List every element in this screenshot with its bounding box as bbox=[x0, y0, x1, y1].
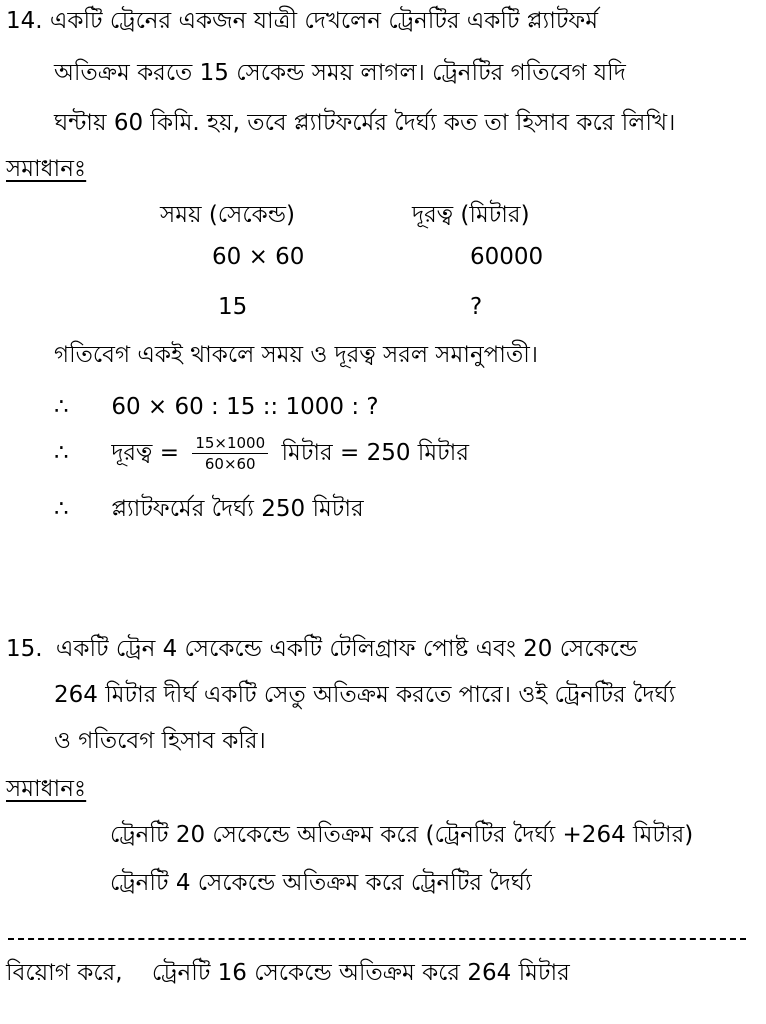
problem-14-solution-heading: সমাধানঃ bbox=[6, 156, 87, 182]
proportionality-statement: গতিবেগ একই থাকলে সময় ও দূরত্ব সরল সমানুপাতী। bbox=[54, 342, 539, 368]
table-header-time: সময় (সেকেন্ড) bbox=[160, 202, 295, 228]
distance-result: মিটার = 250 মিটার bbox=[281, 440, 469, 466]
subtraction-line bbox=[6, 958, 570, 988]
problem-15-solution-heading: সমাধানঃ bbox=[6, 776, 87, 802]
distance-fraction bbox=[192, 434, 268, 473]
table-header-distance: দূরত্ব (মিটার) bbox=[412, 202, 530, 228]
proportion-line bbox=[54, 392, 379, 422]
problem-14-line-1 bbox=[6, 6, 598, 36]
platform-length-conclusion: প্ল্যাটফর্মের দৈর্ঘ্য 250 মিটার bbox=[111, 496, 364, 522]
problem-15-text-3: ও গতিবেগ হিসাব করি। bbox=[54, 728, 266, 754]
therefore-symbol: ∴ bbox=[54, 394, 69, 420]
proportion-expression: 60 × 60 : 15 :: 1000 : ? bbox=[111, 394, 379, 420]
subtract-label: বিয়োগ করে, bbox=[6, 960, 123, 986]
table-row-2-distance: ? bbox=[470, 294, 483, 320]
problem-14-text-1: একটি ট্রেনের একজন যাত্রী দেখলেন ট্রেনটির একটি প্ল্যাটফর্ম bbox=[49, 8, 598, 34]
table-row-1-time: 60 × 60 bbox=[212, 244, 305, 270]
problem-15-text-2: 264 মিটার দীর্ঘ একটি সেতু অতিক্রম করতে পারে। ওই ট্রেনটির দৈর্ঘ্য bbox=[54, 682, 676, 708]
step-2: ট্রেনটি 4 সেকেন্ডে অতিক্রম করে ট্রেনটির দৈর্ঘ্য bbox=[110, 870, 532, 896]
dashed-divider bbox=[8, 938, 746, 940]
table-row-1-distance: 60000 bbox=[470, 244, 544, 270]
distance-label: দূরত্ব = bbox=[111, 440, 179, 466]
table-row-2-time: 15 bbox=[218, 294, 248, 320]
problem-15-line-1 bbox=[6, 634, 637, 664]
problem-14-text-3: ঘন্টায় 60 কিমি. হয়, তবে প্ল্যাটফর্মের দৈর্ঘ্য কত তা হিসাব করে লিখি। bbox=[54, 110, 676, 136]
step-1: ট্রেনটি 20 সেকেন্ডে অতিক্রম করে (ট্রেনটির দৈর্ঘ্য +264 মিটার) bbox=[110, 822, 694, 848]
problem-14-text-2: অতিক্রম করতে 15 সেকেন্ড সময় লাগল। ট্রেনটির গতিবেগ যদি bbox=[54, 60, 626, 86]
therefore-symbol: ∴ bbox=[54, 496, 69, 522]
problem-15-text-1: একটি ট্রেন 4 সেকেন্ডে একটি টেলিগ্রাফ পোষ্ট এবং 20 সেকেন্ডে bbox=[55, 636, 638, 662]
problem-15-number: 15. bbox=[6, 636, 43, 662]
conclusion-line bbox=[54, 494, 364, 524]
distance-calculation-line bbox=[54, 430, 469, 476]
step-3: ট্রেনটি 16 সেকেন্ডে অতিক্রম করে 264 মিটার bbox=[151, 960, 570, 986]
fraction-denominator: 60×60 bbox=[204, 455, 256, 473]
therefore-symbol: ∴ bbox=[54, 440, 69, 466]
fraction-numerator: 15×1000 bbox=[192, 434, 268, 454]
problem-14-number: 14. bbox=[6, 8, 43, 34]
